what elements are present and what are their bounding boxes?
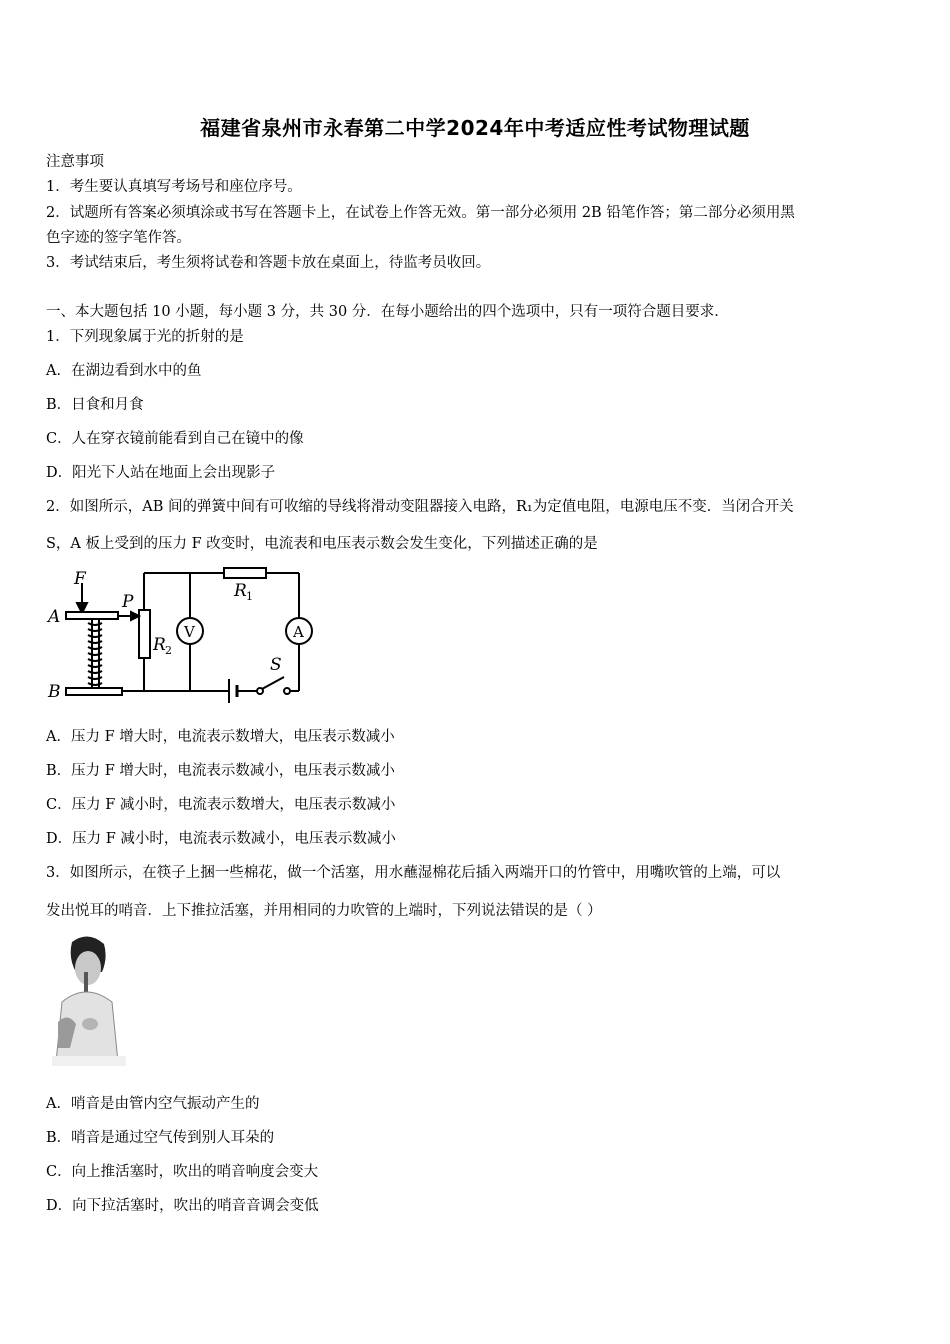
q2-option-d: D．压力 F 减小时，电流表示数减小，电压表示数减小	[46, 831, 396, 847]
label-r2-sub: 2	[165, 644, 172, 657]
page-title: 福建省泉州市永春第二中学2024年中考适应性考试物理试题	[200, 116, 750, 140]
q1-option-d: D．阳光下人站在地面上会出现影子	[46, 465, 276, 481]
q2-option-a: A．压力 F 增大时，电流表示数增大，电压表示数减小	[46, 729, 395, 745]
rheostat-r2	[139, 610, 150, 658]
note-item-3: 3．考试结束后，考生须将试卷和答题卡放在桌面上，待监考员收回。	[46, 255, 491, 271]
label-b: B	[48, 682, 61, 702]
circuit-diagram	[44, 565, 314, 705]
q1-stem: 1．下列现象属于光的折射的是	[46, 329, 244, 345]
switch-s	[262, 677, 284, 689]
q2-option-c: C．压力 F 减小时，电流表示数增大，电压表示数减小	[46, 797, 396, 813]
q1-option-a: A．在湖边看到水中的鱼	[46, 363, 202, 379]
q3-stem-line1: 3．如图所示，在筷子上捆一些棉花，做一个活塞，用水蘸湿棉花后插入两端开口的竹管中，用嘴吹管的上端，可以	[46, 865, 781, 881]
label-r1: R	[234, 581, 247, 601]
label-p: P	[122, 592, 134, 612]
label-a: A	[48, 607, 61, 627]
q1-option-c: C．人在穿衣镜前能看到自己在镜中的像	[46, 431, 304, 447]
q1-option-b: B．日食和月食	[46, 397, 144, 413]
note-item-2-cont: 色字迹的签字笔作答。	[46, 230, 191, 246]
q3-option-a: A．哨音是由管内空气振动产生的	[46, 1096, 260, 1112]
label-r1-sub: 1	[246, 590, 253, 603]
section-heading: 一、本大题包括 10 小题，每小题 3 分，共 30 分．在每小题给出的四个选项中，只有一项符合题目要求．	[46, 304, 729, 320]
q2-stem-line2: S，A 板上受到的压力 F 改变时，电流表和电压表示数会发生变化，下列描述正确的是	[46, 536, 598, 552]
plate-b	[66, 688, 122, 695]
note-item-1: 1．考生要认真填写考场号和座位序号。	[46, 179, 302, 195]
q2-stem-line1: 2．如图所示，AB 间的弹簧中间有可收缩的导线将滑动变阻器接入电路，R₁为定值电阻，电源电压不变．当闭合开关	[46, 499, 794, 515]
plate-a	[66, 612, 118, 619]
q3-option-b: B．哨音是通过空气传到别人耳朵的	[46, 1130, 275, 1146]
q3-option-c: C．向上推活塞时，吹出的哨音响度会变大	[46, 1164, 319, 1180]
note-item-2: 2．试题所有答案必须填涂或书写在答题卡上，在试卷上作答无效。第一部分必须用 2B 铅笔作答；第二部分必须用黑	[46, 205, 795, 221]
q3-option-d: D．向下拉活塞时，吹出的哨音音调会变低	[46, 1198, 319, 1214]
q2-option-b: B．压力 F 增大时，电流表示数减小，电压表示数减小	[46, 763, 395, 779]
label-s: S	[270, 655, 282, 675]
label-v: V	[184, 623, 195, 641]
girl-blowing-whistle-photo	[44, 932, 126, 1066]
resistor-r1	[224, 568, 266, 578]
label-f: F	[74, 569, 86, 589]
notes-heading: 注意事项	[46, 154, 104, 170]
label-ammeter: A	[293, 623, 304, 641]
q3-stem-line2: 发出悦耳的哨音．上下推拉活塞，并用相同的力吹管的上端时，下列说法错误的是（ ）	[46, 903, 602, 919]
label-r2: R	[153, 635, 166, 655]
